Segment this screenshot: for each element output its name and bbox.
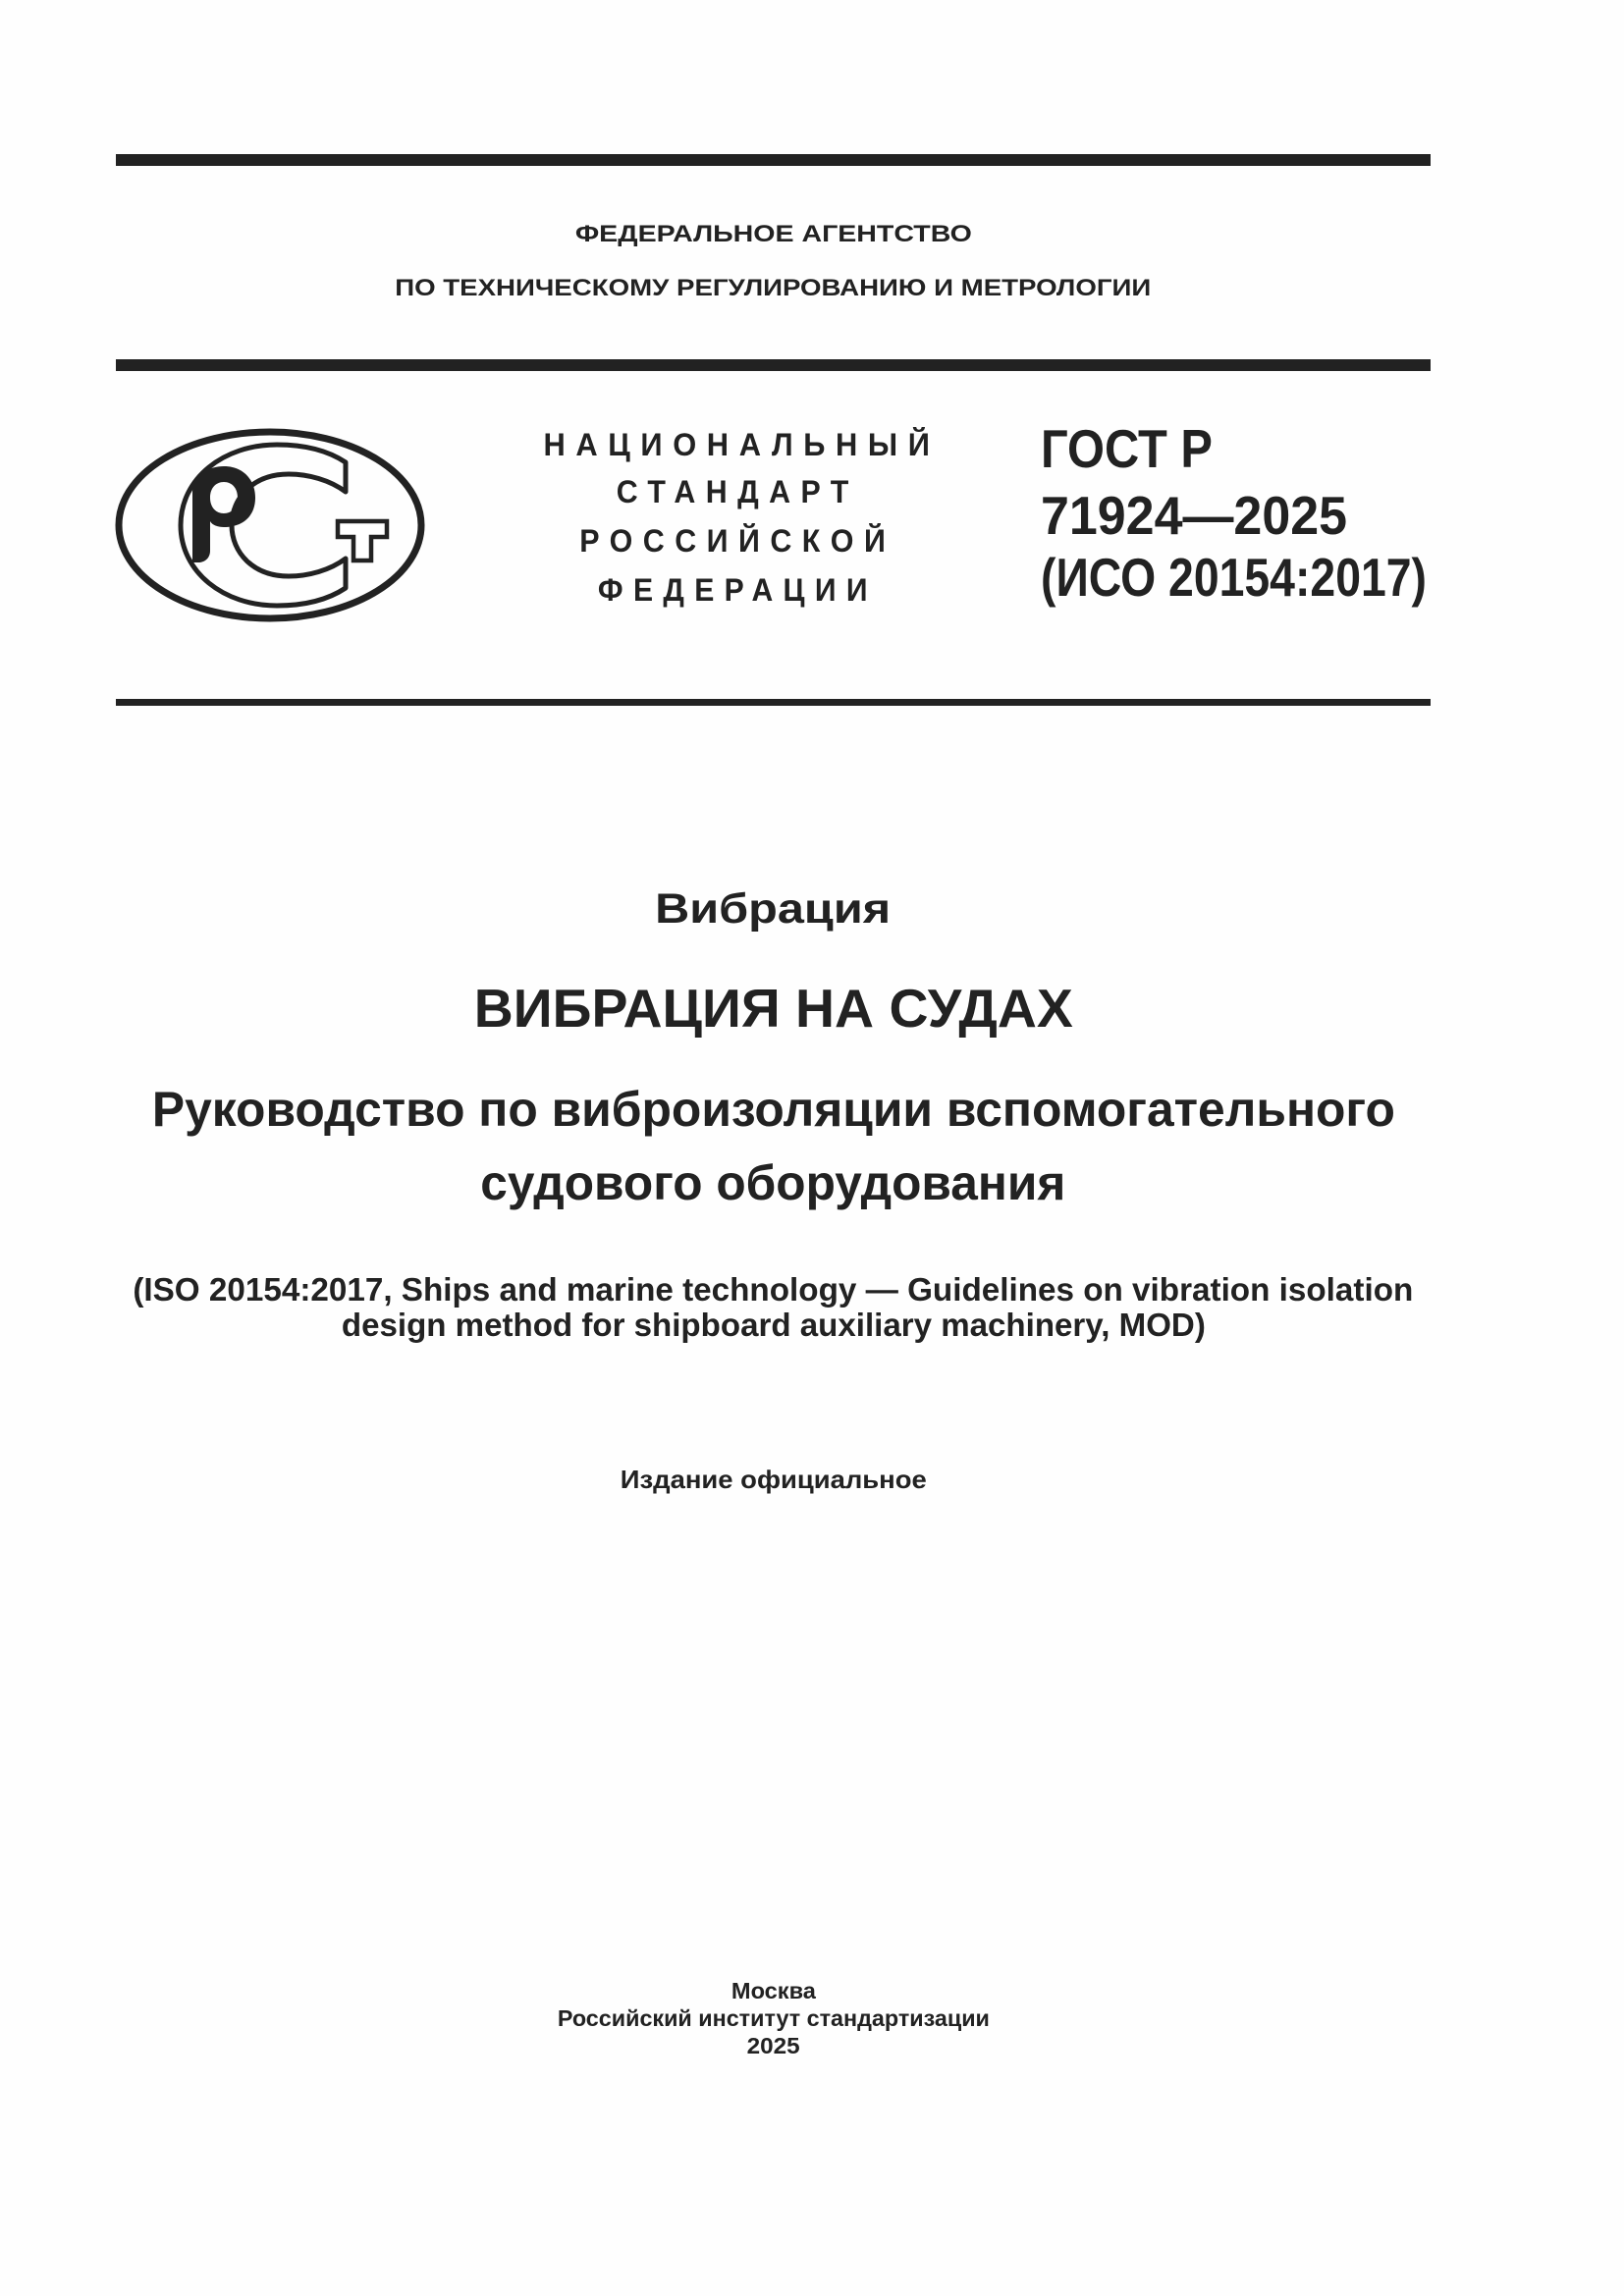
footer-publisher [116, 2006, 1431, 2032]
subtitle-text: Руководство по виброизоляции вспомогательного [151, 1082, 1395, 1137]
standard-number: 71924—2025 [1041, 485, 1347, 546]
iso-equivalent: (ИСО 20154:2017) [1041, 547, 1427, 608]
category-title [116, 885, 1431, 933]
national-standard-text: РОССИЙСКОЙ [579, 523, 896, 559]
rst-conformity-mark-icon [114, 427, 426, 623]
national-standard-line-1 [536, 427, 941, 463]
national-standard-text: ФЕДЕРАЦИИ [597, 572, 879, 608]
national-standard-line-3 [536, 524, 929, 560]
publisher-text: Российский институт стандартизации [557, 2005, 990, 2031]
main-title-text: ВИБРАЦИЯ НА СУДАХ [473, 978, 1073, 1039]
agency-line-1 [116, 222, 1431, 248]
subtitle-line-1 [116, 1082, 1431, 1137]
subtitle-line-2 [116, 1155, 1431, 1210]
original-title-text: (ISO 20154:2017, Ships and marine technology — Guidelines on vibration isolation [133, 1271, 1414, 1308]
original-title-line-1 [116, 1272, 1431, 1308]
agency-subtitle-text: ПО ТЕХНИЧЕСКОМУ РЕГУЛИРОВАНИЮ И МЕТРОЛОГИИ [395, 275, 1152, 301]
national-standard-text: СТАНДАРТ [617, 474, 859, 509]
footer-city [116, 1979, 1431, 2004]
designation-line-3 [1041, 548, 1498, 609]
designation-line-1 [1041, 419, 1234, 480]
top-rule [116, 154, 1431, 166]
main-title [116, 979, 1431, 1040]
section-rule [116, 699, 1431, 706]
national-standard-line-2 [536, 475, 929, 510]
original-title-text: design method for shipboard auxiliary machinery, MOD) [341, 1307, 1206, 1343]
agency-line-2 [116, 276, 1431, 302]
gost-label: ГОСТ Р [1041, 418, 1213, 479]
city-text: Москва [731, 1978, 816, 2003]
footer-year [116, 2034, 1431, 2059]
category-text: Вибрация [655, 885, 892, 933]
original-title-line-2 [116, 1308, 1431, 1344]
header-rule [116, 359, 1431, 371]
designation-line-2 [1041, 486, 1365, 547]
national-standard-line-4 [536, 573, 929, 609]
subtitle-text: судового оборудования [480, 1155, 1066, 1210]
year-text: 2025 [746, 2033, 800, 2058]
edition-text: Издание официальное [620, 1465, 927, 1494]
edition-label [116, 1466, 1431, 1494]
agency-name-text: ФЕДЕРАЛЬНОЕ АГЕНТСТВО [574, 221, 972, 247]
national-standard-text: НАЦИОНАЛЬНЫЙ [543, 427, 941, 462]
